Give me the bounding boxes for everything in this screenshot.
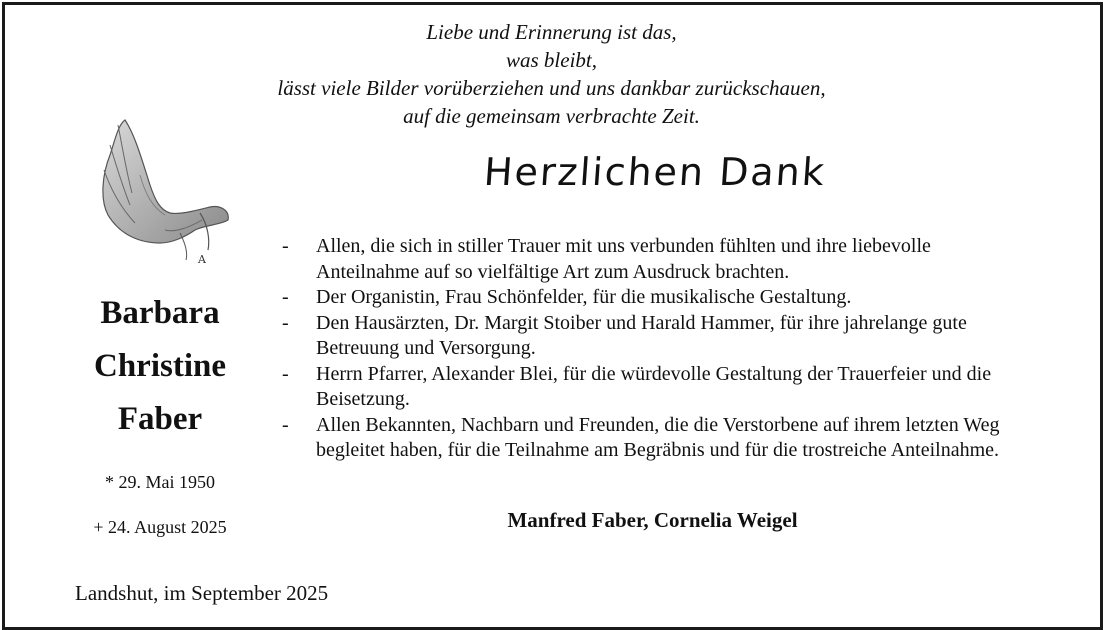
svg-text:A: A [198, 253, 206, 266]
list-dash: - [282, 362, 289, 385]
poem-line: Liebe und Erinnerung ist das, [426, 20, 677, 44]
thanks-item-text: Herrn Pfarrer, Alexander Blei, für die würdevolle Gestaltung der Trauerfeier und die Beisetzung. [316, 362, 992, 410]
thanks-item-text: Allen Bekannten, Nachbarn und Freunden, die die Verstorbene auf ihrem letzten Weg begleitet haben, für die Teilnahme am Begräbnis und für die trostreiche Anteilnahme. [316, 413, 1000, 461]
praying-hands-icon [80, 115, 235, 270]
thanks-item-text: Allen, die sich in stiller Trauer mit uns verbunden fühlten und ihre liebevolle Anteilnahme auf so vielfältige Art zum Ausdruck brachten. [316, 235, 931, 283]
thanks-list [278, 234, 1038, 464]
poem-line: was bleibt, [505, 48, 597, 72]
thanks-item [278, 311, 1038, 362]
deceased-last-name: Faber [117, 401, 203, 437]
poem-line: auf die gemeinsam verbrachte Zeit. [403, 104, 700, 128]
thanks-item-text: Den Hausärzten, Dr. Margit Stoiber und Harald Hammer, für ihre jahrelange gute Betreuung und Versorgung. [316, 311, 967, 359]
deceased-middle-name: Christine [94, 348, 226, 384]
poem-line: lässt viele Bilder vorüberziehen und uns dankbar zurückschauen, [277, 76, 826, 100]
poem [0, 18, 1103, 130]
thanks-item [278, 234, 1038, 285]
thanks-item [278, 285, 1038, 311]
birth-date: * 29. Mai 1950 [105, 472, 215, 492]
list-dash: - [282, 413, 289, 436]
death-date: + 24. August 2025 [93, 517, 227, 537]
list-dash: - [282, 286, 289, 308]
deceased-first-name: Barbara [100, 295, 220, 331]
signature: Manfred Faber, Cornelia Weigel [507, 508, 798, 532]
list-dash: - [282, 311, 289, 334]
heading-herzlichen-dank: Herzlichen Dank [482, 150, 828, 194]
place-date: Landshut, im September 2025 [75, 581, 329, 605]
thanks-item [278, 362, 1038, 413]
list-dash: - [282, 235, 289, 257]
thanks-item-text: Der Organistin, Frau Schönfelder, für die musikalische Gestaltung. [316, 286, 852, 308]
thanks-item [278, 413, 1038, 464]
